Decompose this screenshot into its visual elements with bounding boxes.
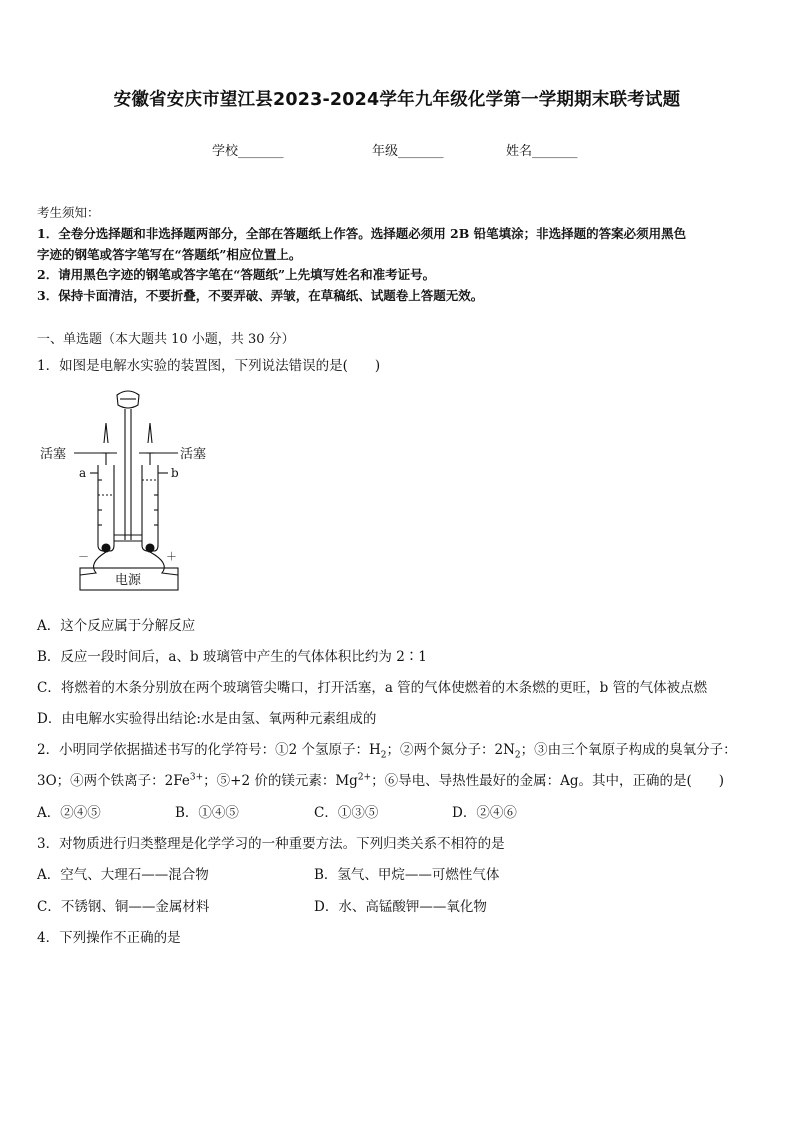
question-2-option-d: D．②④⑥	[452, 805, 517, 821]
page-title: 安徽省安庆市望江县2023-2024学年九年级化学第一学期期末联考试题	[113, 90, 681, 110]
grade-field[interactable]: 年级_______	[372, 144, 444, 159]
notice-item-2: 2．请用黑色字迹的钢笔或答字笔在“答题纸”上先填写姓名和准考证号。	[37, 267, 436, 282]
question-1-option-d: D．由电解水实验得出结论:水是由氢、氧两种元素组成的	[37, 711, 377, 727]
notice-item-1b: 字迹的钢笔或答字笔写在“答题纸”相应位置上。	[37, 247, 302, 262]
notice-item-3: 3．保持卡面清洁，不要折叠，不要弄破、弄皱，在草稿纸、试题卷上答题无效。	[37, 288, 484, 303]
negative-terminal-label: －	[78, 550, 89, 563]
electrolysis-apparatus-diagram	[38, 385, 228, 600]
section-heading: 一、单选题（本大题共 10 小题，共 30 分）	[37, 332, 295, 347]
question-1-stem: 1．如图是电解水实验的装置图，下列说法错误的是( )	[37, 358, 381, 374]
question-3-option-d: D．水、高锰酸钾——氧化物	[314, 899, 487, 915]
question-3-option-b: B．氢气、甲烷——可燃性气体	[314, 867, 500, 883]
notice-item-1a: 1．全卷分选择题和非选择题两部分，全部在答题纸上作答。选择题必须用 2B 铅笔填涂；非选择题的答案必须用黑色	[37, 226, 687, 241]
question-2-line-1: 2．小明同学依据描述书写的化学符号：①2 个氢原子：$H_2$；②两个氮分子：$2N_2$；③由三个氧原子构成的臭氧分子：	[37, 742, 737, 761]
question-3-option-a: A．空气、大理石——混合物	[37, 867, 209, 883]
right-stopcock-label: 活塞	[180, 447, 207, 462]
school-field[interactable]: 学校_______	[212, 144, 284, 159]
name-field[interactable]: 姓名_______	[506, 144, 578, 159]
left-stopcock-label: 活塞	[40, 447, 67, 462]
question-3-option-c: C．不锈钢、铜——金属材料	[37, 899, 210, 915]
power-supply-label: 电源	[115, 573, 142, 588]
notice-heading: 考生须知：	[37, 205, 100, 220]
question-1-option-b: B．反应一段时间后，a、b 玻璃管中产生的气体体积比约为 2∶1	[37, 649, 427, 665]
question-2-line-2: 3O；④两个铁离子：$2Fe^{3+}$；⑤+2 价的镁元素：$Mg^{2+}$；⑥导电、导热性最好的金属：Ag。其中，正确的是( )	[37, 772, 725, 789]
question-3-stem: 3．对物质进行归类整理是化学学习的一种重要方法。下列归类关系不相符的是	[37, 836, 505, 852]
tube-b-label: b	[171, 466, 179, 480]
question-4-stem: 4．下列操作不正确的是	[37, 930, 181, 946]
question-2-option-b: B．①④⑤	[175, 805, 239, 821]
question-1-option-c: C．将燃着的木条分别放在两个玻璃管尖嘴口，打开活塞，a 管的气体使燃着的木条燃的更旺，b 管的气体被点燃	[37, 680, 708, 696]
question-2-option-a: A．②④⑤	[37, 805, 101, 821]
tube-a-label: a	[79, 466, 87, 480]
question-1-option-a: A．这个反应属于分解反应	[37, 618, 196, 634]
positive-terminal-label: ＋	[166, 550, 177, 563]
question-2-option-c: C．①③⑤	[314, 805, 379, 821]
